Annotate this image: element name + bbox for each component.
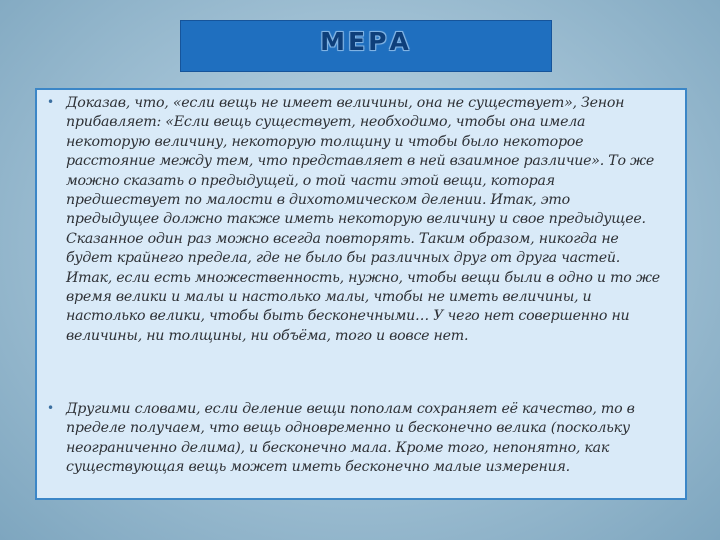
content-box [35, 88, 687, 500]
bullet-icon: • [47, 95, 55, 109]
bullet-item [47, 94, 667, 346]
slide-title: МЕРА [320, 27, 412, 56]
title-box [180, 20, 552, 72]
bullet-item [47, 400, 667, 478]
bullet-icon: • [47, 401, 55, 415]
bullet-text: Другими словами, если деление вещи пополам сохраняет её качество, то в пределе получаем, что вещь одновременно и бесконечно велика (поскольку неограниченно делима), и бесконечно мала. Кроме того, непонятно, как существующая вещь может иметь бесконечно малые измерения. [66, 401, 635, 476]
bullet-text: Доказав, что, «если вещь не имеет величины, она не существует», Зенон прибавляет: «Если вещь существует, необходимо, чтобы она имела некоторую величину, некоторую толщину и чтобы было некоторое расстояние между тем, что представляет в ней взаимное различие». То же можно сказать о предыдущей, о той части этой вещи, которая предшествует по малости в дихотомическом делении. Итак, это предыдущее должно также иметь некоторую величину и свое предыдущее. Сказанное один раз можно всегда повторять. Таким образом, никогда не будет крайнего предела, где не было бы различных друг от друга частей. Итак, если есть множественность, нужно, чтобы вещи были в одно и то же время велики и малы и настолько малы, чтобы не иметь величины, и настолько велики, чтобы быть бесконечными… У чего нет совершенно ни величины, ни толщины, ни объёма, того и вовсе нет. [66, 95, 660, 344]
